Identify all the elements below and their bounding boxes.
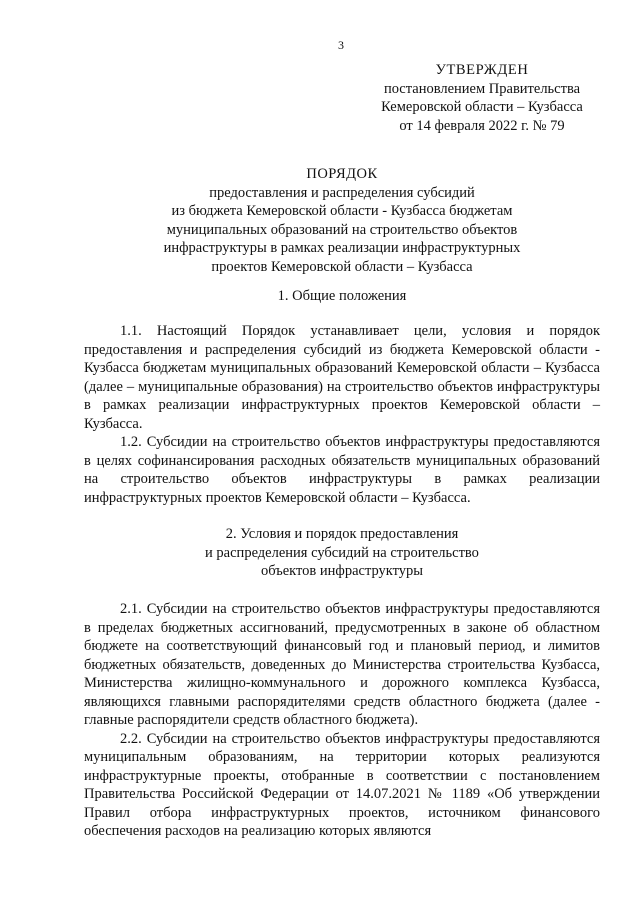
paragraph-1-2: 1.2. Субсидии на строительство объектов инфраструктуры предоставляются в целях софинансирования расходных обязательств муниципальных образований на строительство объектов инфраструктуры в рамках реализации инфраструктурных проектов Кемеровской области – Кузбасса. [84, 434, 600, 506]
section-2-heading-line-1: 2. Условия и порядок предоставления [225, 526, 459, 542]
document-title-line-1: предоставления и распределения субсидий [209, 184, 475, 201]
paragraph-2-2: 2.2. Субсидии на строительство объектов инфраструктуры предоставляются муниципальным образованиям, на территории которых реализуются инфраструктурные проекты, отобранные в соответствии с постановлением Правительства Российской Федерации от 14.07.2021 № 1189 «Об утверждении Правил отбора инфраструктурных проектов, источником финансового обеспечения расходов на реализацию которых являются [84, 730, 600, 839]
paragraph-1-1: 1.1. Настоящий Порядок устанавливает цели, условия и порядок предоставления и распределения субсидий из бюджета Кемеровской области - Кузбасса бюджетам муниципальных образований Кемеровской области – Кузбасса (далее – муниципальные образования) на строительство объектов инфраструктуры в рамках реализации инфраструктурных проектов Кемеровской области – Кузбасса. [84, 323, 600, 432]
approval-stamp-block [352, 61, 612, 135]
approval-title: УТВЕРЖДЕН [435, 62, 529, 78]
document-title-line-5: проектов Кемеровской области – Кузбасса [211, 258, 473, 275]
section-2-heading-line-3: объектов инфраструктуры [260, 563, 424, 579]
document-title-line-2: из бюджета Кемеровской области - Кузбасса бюджетам [171, 203, 513, 219]
approval-line-2: Кемеровской области – Кузбасса [381, 99, 583, 115]
section-1-heading: 1. Общие положения [277, 288, 407, 304]
document-title [84, 165, 600, 276]
page-number: 3 [338, 38, 344, 52]
section-2-heading-line-2: и распределения субсидий на строительство [205, 544, 479, 561]
document-title-line-4: инфраструктуры в рамках реализации инфраструктурных [163, 240, 521, 256]
document-title-main: ПОРЯДОК [306, 166, 378, 182]
paragraph-2-1: 2.1. Субсидии на строительство объектов инфраструктуры предоставляются в пределах бюджетных ассигнований, предусмотренных в законе об областном бюджете на соответствующий финансовый год и плановый период, и лимитов бюджетных обязательств, доведенных до Министерства строительства Кузбасса, Министерства жилищно-коммунального и дорожного комплекса Кузбасса, являющихся главными распорядителями средств областного бюджета (далее - главные распорядители средств областного бюджета). [84, 601, 600, 728]
approval-line-1: постановлением Правительства [383, 80, 581, 97]
section-1-body [84, 322, 600, 507]
approval-line-3: от 14 февраля 2022 г. № 79 [399, 117, 565, 134]
section-2-heading [84, 525, 600, 581]
document-title-line-3: муниципальных образований на строительство объектов [166, 221, 518, 238]
section-2-body [84, 600, 600, 841]
